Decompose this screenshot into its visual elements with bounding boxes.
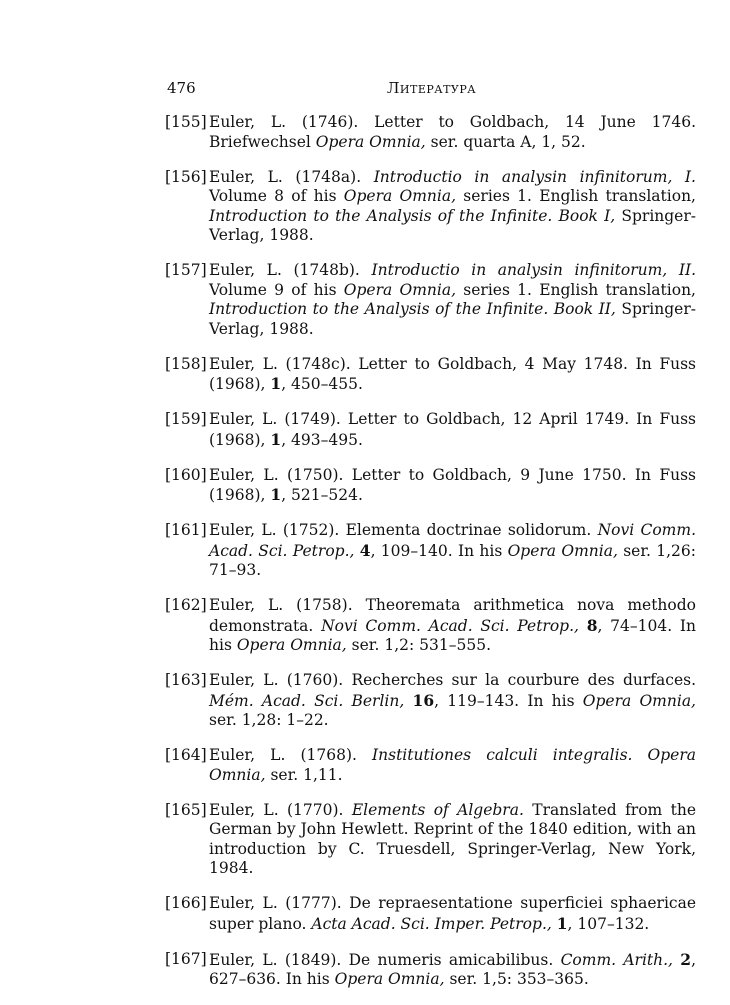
reference-segment: Springer-Verlag, 1988. bbox=[209, 300, 696, 338]
reference-number: [164] bbox=[165, 746, 207, 764]
reference-segment: Euler, L. (1758). Theoremata arithmetica nova methodo demonstrata. bbox=[209, 596, 696, 635]
reference-segment: Euler, L. (1849). De numeris amicabilibus. bbox=[209, 950, 561, 969]
reference-title: Opera Omnia, bbox=[343, 280, 457, 299]
reference-segment: ser. 1,11. bbox=[265, 765, 343, 784]
reference-title: Opera Omnia, bbox=[343, 187, 457, 205]
reference-title: Opera Omnia, bbox=[315, 132, 426, 151]
reference-title: Introductio in analysin infinitorum, II. bbox=[371, 261, 697, 279]
reference-segment: Euler, L. (1749). Letter to Goldbach, 12 April 1749. In Fuss (1968), bbox=[209, 410, 696, 449]
reference-number: [156] bbox=[165, 167, 207, 186]
reference-segment: Euler, L. (1748c). Letter to Goldbach, 4 May 1748. In Fuss (1968), bbox=[209, 354, 696, 393]
reference-entry bbox=[165, 168, 696, 246]
reference-volume: 8 bbox=[586, 615, 598, 635]
reference-title: Novi Comm. Acad. Sci. Petrop., bbox=[209, 521, 696, 560]
reference-segment: Euler, L. (1777). De repraesentatione superficiei sphaericae super plano. bbox=[209, 894, 696, 933]
reference-number: [159] bbox=[165, 410, 207, 428]
reference-text bbox=[209, 894, 696, 933]
reference-title: Opera Omnia, bbox=[582, 691, 696, 710]
reference-number: [163] bbox=[165, 671, 207, 689]
reference-segment: Euler, L. (1750). Letter to Goldbach, 9 June 1750. In Fuss (1968), bbox=[209, 465, 696, 504]
reference-title: Introductio in analysin infinitorum, I. bbox=[373, 167, 696, 186]
reference-segment: Euler, L. (1752). Elementa doctrinae solidorum. bbox=[209, 521, 598, 539]
reference-text bbox=[209, 801, 696, 878]
reference-entry bbox=[165, 950, 696, 990]
reference-segment: , 627–636. In his bbox=[209, 950, 696, 988]
reference-volume: 1 bbox=[556, 913, 568, 933]
reference-entry bbox=[165, 521, 696, 581]
reference-segment: Volume 9 of his bbox=[209, 280, 344, 299]
reference-title: Opera Omnia, bbox=[507, 541, 618, 560]
reference-text bbox=[209, 596, 696, 654]
reference-volume: 4 bbox=[359, 540, 371, 560]
reference-entry bbox=[165, 466, 696, 506]
reference-entry bbox=[165, 801, 696, 879]
reference-segment: , 109–140. In his bbox=[370, 541, 508, 560]
reference-text bbox=[209, 951, 696, 989]
reference-segment: Euler, L. (1748a). bbox=[209, 167, 374, 186]
reference-segment: Euler, L. (1768). bbox=[209, 746, 373, 764]
reference-volume: 1 bbox=[270, 485, 282, 504]
reference-title: Introduction to the Analysis of the Infinite. Book I, bbox=[209, 206, 616, 225]
reference-title: Comm. Arith., bbox=[560, 950, 673, 969]
reference-segment: Euler, L. (1760). Recherches sur la courbure des durfaces. bbox=[209, 671, 696, 689]
reference-segment bbox=[579, 617, 587, 635]
reference-number: [161] bbox=[165, 521, 207, 539]
reference-entry bbox=[165, 113, 696, 152]
reference-segment: , 119–143. In his bbox=[434, 691, 583, 710]
reference-number: [155] bbox=[165, 113, 207, 131]
reference-entry bbox=[165, 746, 696, 785]
reference-title: Novi Comm. Acad. Sci. Petrop., bbox=[321, 616, 579, 635]
reference-text bbox=[209, 746, 696, 784]
reference-segment: , 521–524. bbox=[281, 486, 363, 504]
reference-segment: series 1. English translation, bbox=[456, 280, 696, 299]
reference-text bbox=[209, 113, 696, 151]
section-title: Литература bbox=[386, 79, 477, 97]
reference-entry bbox=[165, 410, 696, 450]
reference-text bbox=[209, 671, 696, 729]
reference-segment: Translated from the German by John Hewlett. Reprint of the 1840 edition, with an introduction by C. Truesdell, Springer-Verlag, New York, 1984. bbox=[209, 800, 696, 877]
reference-segment: Volume 8 of his bbox=[209, 187, 344, 205]
reference-text bbox=[209, 466, 696, 505]
reference-number: [160] bbox=[165, 465, 207, 484]
reference-segment: , 493–495. bbox=[281, 430, 363, 449]
reference-segment: series 1. English translation, bbox=[456, 187, 696, 205]
reference-title: Mém. Acad. Sci. Berlin, bbox=[209, 691, 405, 710]
page-number: 476 bbox=[167, 79, 196, 97]
reference-segment: Euler, L. (1770). bbox=[209, 800, 352, 819]
reference-segment: ser. 1,28: 1–22. bbox=[209, 711, 329, 729]
reference-title: Institutiones calculi integralis. Opera Omnia, bbox=[209, 746, 696, 784]
reference-volume: 1 bbox=[270, 429, 282, 449]
reference-volume: 2 bbox=[680, 949, 692, 969]
reference-number: [167] bbox=[165, 949, 207, 968]
reference-segment: ser. 1,5: 353–365. bbox=[444, 970, 589, 988]
reference-segment: , 107–132. bbox=[567, 914, 650, 933]
reference-segment: ser. quarta A, 1, 52. bbox=[425, 132, 586, 151]
reference-number: [158] bbox=[165, 354, 207, 373]
reference-title: Opera Omnia, bbox=[236, 636, 347, 654]
reference-title: Opera Omnia, bbox=[334, 970, 445, 988]
reference-number: [165] bbox=[165, 800, 207, 819]
reference-entry bbox=[165, 596, 696, 656]
reference-text bbox=[209, 355, 696, 394]
reference-entry bbox=[165, 261, 696, 339]
reference-entry bbox=[165, 894, 696, 934]
reference-segment: Euler, L. (1748b). bbox=[209, 261, 372, 279]
reference-text bbox=[209, 168, 696, 245]
reference-volume: 1 bbox=[270, 374, 282, 393]
reference-title: Acta Acad. Sci. Imper. Petrop., bbox=[311, 914, 552, 933]
reference-segment: Euler, L. (1746). Letter to Goldbach, 14 June 1746. Briefwechsel bbox=[209, 113, 696, 151]
reference-title: Introduction to the Analysis of the Infinite. Book II, bbox=[209, 300, 616, 318]
reference-segment: Springer-Verlag, 1988. bbox=[209, 206, 696, 244]
reference-segment: ser. 1,26: 71–93. bbox=[209, 541, 696, 579]
reference-volume: 16 bbox=[412, 690, 435, 710]
reference-text bbox=[209, 261, 696, 338]
reference-number: [157] bbox=[165, 261, 207, 279]
reference-text bbox=[209, 521, 696, 579]
reference-segment: , 74–104. In his bbox=[209, 616, 696, 654]
reference-text bbox=[209, 410, 696, 449]
reference-segment: ser. 1,2: 531–555. bbox=[346, 636, 491, 654]
reference-entry bbox=[165, 671, 696, 731]
reference-list bbox=[165, 113, 696, 1005]
reference-segment bbox=[404, 692, 412, 710]
reference-title: Elements of Algebra. bbox=[351, 800, 524, 819]
reference-segment: , 450–455. bbox=[281, 375, 363, 393]
reference-number: [162] bbox=[165, 596, 207, 614]
reference-number: [166] bbox=[165, 894, 207, 912]
running-head bbox=[167, 79, 696, 99]
reference-entry bbox=[165, 355, 696, 395]
